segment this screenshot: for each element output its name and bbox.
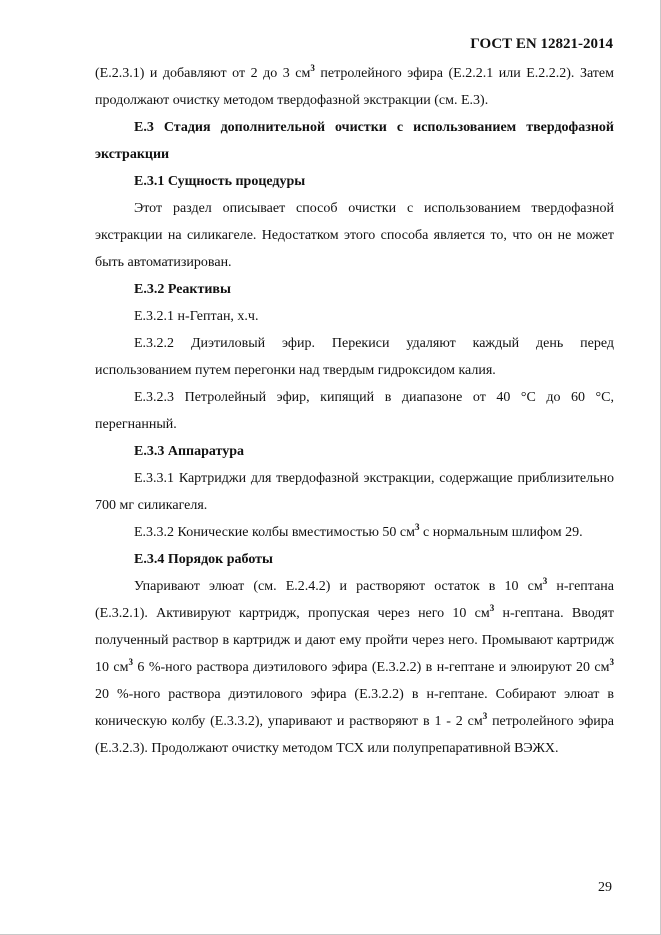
standard-header: ГОСТ EN 12821-2014 [470,36,613,52]
heading-e33: Е.3.3 Аппаратура [134,444,244,459]
heading-e34: Е.3.4 Порядок работы [134,552,273,567]
paragraph-e322: Е.3.2.2 Диэтиловый эфир. Перекиси удаляют каждый день перед использованием путем перегонки над твердым гидроксидом калия. [95,336,614,378]
heading-e3: Е.3 Стадия дополнительной очистки с использованием твердофазной экстракции [95,120,614,162]
document-body [95,60,614,762]
heading-e32: Е.3.2 Реактивы [134,282,231,297]
paragraph-e331: Е.3.3.1 Картриджи для твердофазной экстракции, содержащие приблизительно 700 мг силикагеля. [95,471,614,513]
paragraph-e321: Е.3.2.1 н-Гептан, х.ч. [134,309,259,324]
page-number: 29 [598,880,612,895]
paragraph-e332: Е.3.3.2 Конические колбы вместимостью 50 $см^3$ с нормальным шлифом 29. [134,522,583,540]
paragraph-continuation: (Е.2.3.1) и добавляют от 2 до 3 $см^3$ петролейного эфира (Е.2.2.1 или Е.2.2.2). Затем продолжают очистку методом твердофазной экстракции (см. Е.3). [95,63,614,108]
paragraph-e31: Этот раздел описывает способ очистки с использованием твердофазной экстракции на силикагеле. Недостатком этого способа является то, что он не может быть автоматизирован. [95,201,614,270]
heading-e31: Е.3.1 Сущность процедуры [134,174,306,189]
paragraph-e34: Упаривают элюат (см. Е.2.4.2) и растворяют остаток в 10 $см^3$ н-гептана (Е.3.2.1). Активируют картридж, пропуская через него 10 $см^3$ н-гептана. Вводят полученный раствор в картридж и дают ему пройти через него. Промывают картридж 10 $см^3$ 6 %-ного раствора диэтилового эфира (Е.3.2.2) в н-гептане и элюируют 20 $см^3$ 20 %-ного раствора диэтилового эфира (Е.3.2.2) в н-гептане. Собирают элюат в коническую колбу (Е.3.3.2), упаривают и растворяют в 1 - 2 $см^3$ петролейного эфира (Е.3.2.3). Продолжают очистку методом ТСХ или полупрепаративной ВЭЖХ. [95,576,614,756]
paragraph-e323: Е.3.2.3 Петролейный эфир, кипящий в диапазоне от 40 °C до 60 °C, перегнанный. [95,390,614,432]
